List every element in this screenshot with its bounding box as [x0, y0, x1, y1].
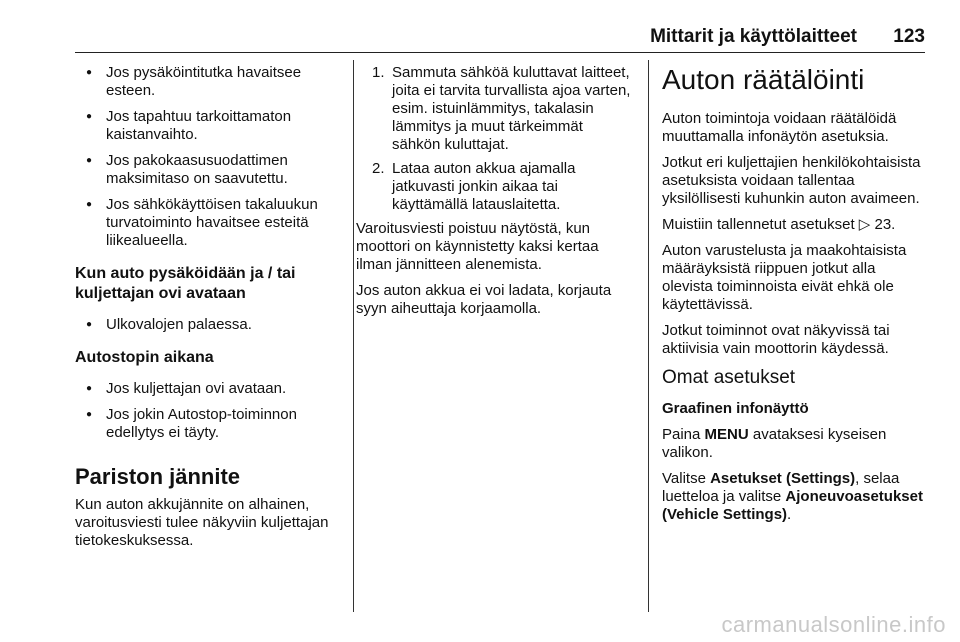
section-heading-autostop: Autostopin aikana	[75, 349, 214, 366]
paragraph-text: .	[787, 506, 792, 523]
list-item: ● Jos pysäköintitutka havaitsee esteen.	[75, 64, 345, 100]
section-heading-parked: Kun auto pysäköidään ja / tai kuljettajan ovi avataan	[75, 265, 296, 302]
list-item: ● Jos jokin Autostop-toiminnon edellytys ei täyty.	[75, 406, 345, 442]
settings-menu-label: Asetukset (Settings)	[710, 470, 856, 487]
page-number: 123	[893, 26, 925, 47]
paragraph-text: Paina	[662, 426, 701, 443]
step-number: 1.	[372, 64, 385, 81]
autostop-bullet-list	[75, 380, 345, 442]
list-item: ● Jos sähkökäyttöisen takaluukun turvatoiminto havaitsee esteitä liikealueella.	[75, 196, 345, 250]
paragraph: Jotkut eri kuljettajien henkilökohtaisista asetuksista voidaan tallentaa yksilöllisesti kuhunkin auton avaimeen.	[662, 154, 921, 207]
step-number: 2.	[372, 160, 385, 177]
subsubsection-heading-graphic-display: Graafinen infonäyttö	[662, 400, 809, 417]
column-divider-left	[353, 60, 354, 612]
battery-paragraph: Kun auton akkujännite on alhainen, varoitusviesti tulee näkyviin kuljettajan tietokeskuksessa.	[75, 496, 329, 549]
paragraph	[662, 216, 927, 234]
menu-key-label: MENU	[704, 426, 749, 443]
paragraph-text: Muistiin tallennetut asetukset	[662, 216, 855, 233]
column-2	[356, 64, 634, 326]
list-item: ● Jos pakokaasusuodattimen maksimitaso on saavutettu.	[75, 152, 345, 188]
section-heading-battery: Pariston jännite	[75, 464, 241, 489]
paragraph-text: Valitse	[662, 470, 706, 487]
parked-bullet-list	[75, 316, 345, 334]
warning-bullet-list	[75, 64, 345, 250]
list-item	[356, 160, 634, 214]
column-3	[662, 64, 927, 532]
list-item: ● Jos tapahtuu tarkoittamaton kaistanvaihto.	[75, 108, 345, 144]
column-1	[75, 64, 345, 558]
paragraph	[662, 470, 927, 524]
paragraph	[662, 426, 927, 462]
paragraph: Jos auton akkua ei voi ladata, korjauta syyn aiheuttaja korjaamolla.	[356, 282, 612, 317]
step-text: Lataa auton akkua ajamalla jatkuvasti jonkin aikaa tai käyttämällä latauslaitetta.	[392, 160, 576, 213]
page-reference-link[interactable]: 23.	[874, 216, 896, 233]
watermark: carmanualsonline.info	[721, 612, 946, 637]
paragraph: Auton varustelusta ja maakohtaisista määräyksistä riippuen jotkut alla olevista toiminnoista eivät ehkä ole käytettävissä.	[662, 242, 907, 313]
paragraph: Auton toimintoja voidaan räätälöidä muuttamalla infonäytön asetuksia.	[662, 110, 897, 145]
page-reference-icon: ▷	[858, 216, 871, 233]
paragraph-text: , selaa luetteloa ja valitse	[662, 470, 900, 505]
header-rule	[75, 52, 925, 53]
paragraph: Jotkut toiminnot ovat näkyvissä tai aktiivisia vain moottorin käydessä.	[662, 322, 890, 357]
list-item	[356, 64, 634, 154]
chapter-title: Mittarit ja käyttölaitteet	[650, 26, 857, 47]
subsection-heading-own-settings: Omat asetukset	[662, 367, 796, 388]
section-heading-customisation: Auton räätälöinti	[662, 64, 865, 95]
step-text: Sammuta sähköä kuluttavat laitteet, joita ei tarvita turvallista ajoa varten, esim. istuinlämmitys, takalasin lämmitys ja muut tärkeimmät sähkön kuluttajat.	[392, 64, 631, 153]
paragraph: Varoitusviesti poistuu näytöstä, kun moottori on käynnistetty kaksi kertaa ilman jännitteen alenemista.	[356, 220, 599, 273]
page-header	[75, 26, 925, 50]
vehicle-settings-menu-label: Ajoneuvoasetukset (Vehicle Settings)	[662, 488, 923, 523]
paragraph-text: avataksesi kyseisen valikon.	[662, 426, 887, 461]
column-divider-right	[648, 60, 649, 612]
list-item: ● Ulkovalojen palaessa.	[75, 316, 345, 334]
battery-steps-list	[356, 64, 634, 214]
list-item: ● Jos kuljettajan ovi avataan.	[75, 380, 345, 398]
